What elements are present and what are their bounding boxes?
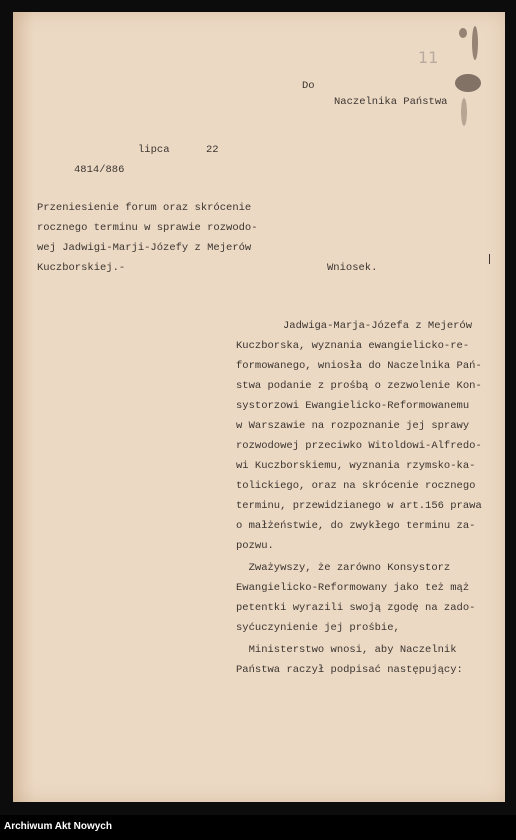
body-line: pozwu. (236, 540, 274, 552)
body-line: stwa podanie z prośbą o zezwolenie Kon- (236, 380, 482, 392)
body-line: rozwodowej przeciwko Witoldowi-Alfredo- (236, 440, 482, 452)
body-line: Ministerstwo wnosi, aby Naczelnik (236, 644, 457, 656)
subject-line: Przeniesienie forum oraz skrócenie (37, 202, 252, 214)
ink-stain (455, 74, 481, 92)
date-month: lipca (138, 144, 170, 156)
addressee: Naczelnika Państwa (334, 96, 448, 108)
body-line: systorzowi Ewangielicko-Reformowanemu (236, 400, 470, 412)
folio-number: 11 (418, 48, 439, 67)
archive-footer (0, 815, 516, 840)
body-line: formowanego, wniosła do Naczelnika Pań- (236, 360, 482, 372)
body-line: Zważywszy, że zarówno Konsystorz (236, 562, 451, 574)
body-line: w Warszawie na rozpoznanie jej sprawy (236, 420, 470, 432)
body-line: Państwa raczył podpisać następujący: (236, 664, 463, 676)
ink-stain (472, 26, 478, 60)
subject-line: wej Jadwigi-Marji-Józefy z Mejerów (37, 242, 252, 254)
body-line: Ewangielicko-Reformowany jako też mąż (236, 582, 470, 594)
body-line: wi Kuczborskiemu, wyznania rzymsko-ka- (236, 460, 476, 472)
body-line: tolickiego, oraz na skrócenie rocznego (236, 480, 476, 492)
body-line: o małżeństwie, do zwykłego terminu za- (236, 520, 476, 532)
page-edge-shading (13, 12, 35, 802)
addressee-prefix: Do (302, 80, 315, 92)
document-heading: Wniosek. (327, 262, 378, 274)
body-line: syćuczynienie jej prośbie, (236, 622, 400, 634)
date-day: 22 (206, 144, 219, 156)
body-line: Jadwiga-Marja-Józefa z Mejerów (283, 320, 473, 332)
document-page (13, 12, 505, 802)
ink-stain (461, 98, 467, 126)
subject-line: Kuczborskiej.- (37, 262, 126, 274)
body-line: Kuczborska, wyznania ewangielicko-re- (236, 340, 470, 352)
body-line: terminu, przewidzianego w art.156 prawa (236, 500, 482, 512)
subject-line: rocznego terminu w sprawie rozwodo- (37, 222, 258, 234)
body-line: petentki wyrazili swoją zgodę na zado- (236, 602, 476, 614)
reference-number: 4814/886 (74, 164, 125, 176)
archive-name: Archiwum Akt Nowych (4, 821, 112, 832)
margin-mark (489, 254, 490, 264)
ink-stain (459, 28, 467, 38)
